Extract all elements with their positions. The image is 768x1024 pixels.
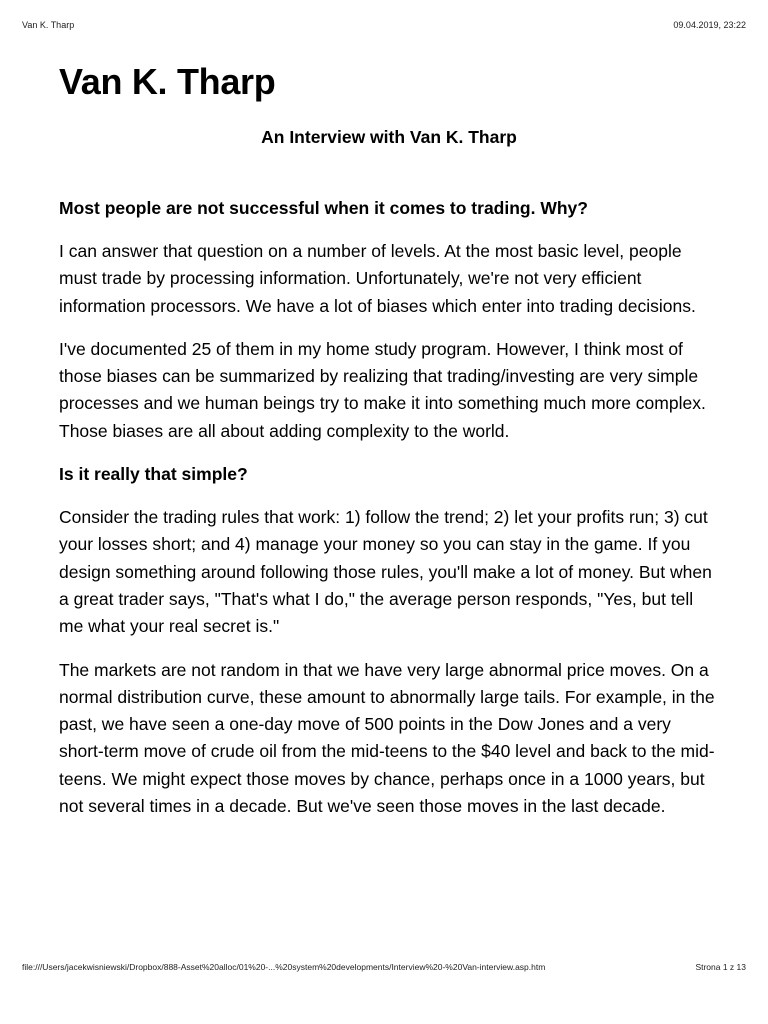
article [59, 58, 719, 820]
page-title: Van K. Tharp [59, 61, 276, 102]
print-header-title: Van K. Tharp [22, 20, 75, 30]
answer-paragraph-2: I've documented 25 of them in my home study program. However, I think most of those biases can be summarized by realizing that trading/investing are very simple processes and we human beings try to make it into something much more complex. Those biases are all about adding complexity to the world. [59, 338, 706, 441]
print-header-timestamp: 09.04.2019, 23:22 [673, 20, 746, 30]
answer-paragraph-3: Consider the trading rules that work: 1) follow the trend; 2) let your profits run; 3) cut your losses short; and 4) manage your money so you can stay in the game. If you design something around following those rules, you'll make a lot of money. But when a great trader says, "That's what I do," the average person responds, "Yes, but tell me what your real secret is." [59, 507, 712, 637]
print-footer-page-number: Strona 1 z 13 [695, 962, 746, 972]
answer-paragraph-1: I can answer that question on a number of levels. At the most basic level, people must trade by processing information. Unfortunately, we're not very efficient information processors. We have a lot of biases which enter into trading decisions. [59, 241, 696, 316]
article-subtitle: An Interview with Van K. Tharp [261, 127, 517, 147]
print-footer-file-path: file:///Users/jacekwisniewski/Dropbox/888-Asset%20alloc/01%20-...%20system%20developments/Interview%20-%20Van-interview.asp.htm [22, 962, 546, 972]
answer-paragraph-4: The markets are not random in that we have very large abnormal price moves. On a normal distribution curve, these amount to abnormally large tails. For example, in the past, we have seen a one-day move of 500 points in the Dow Jones and a very short-term move of crude oil from the mid-teens to the $40 level and back to the mid-teens. We might expect those moves by chance, perhaps once in a 1000 years, but not several times in a decade. But we've seen those moves in the last decade. [59, 659, 715, 817]
question-2: Is it really that simple? [59, 464, 248, 485]
print-header [22, 20, 746, 34]
question-1: Most people are not successful when it comes to trading. Why? [59, 198, 588, 218]
print-footer [22, 962, 746, 976]
